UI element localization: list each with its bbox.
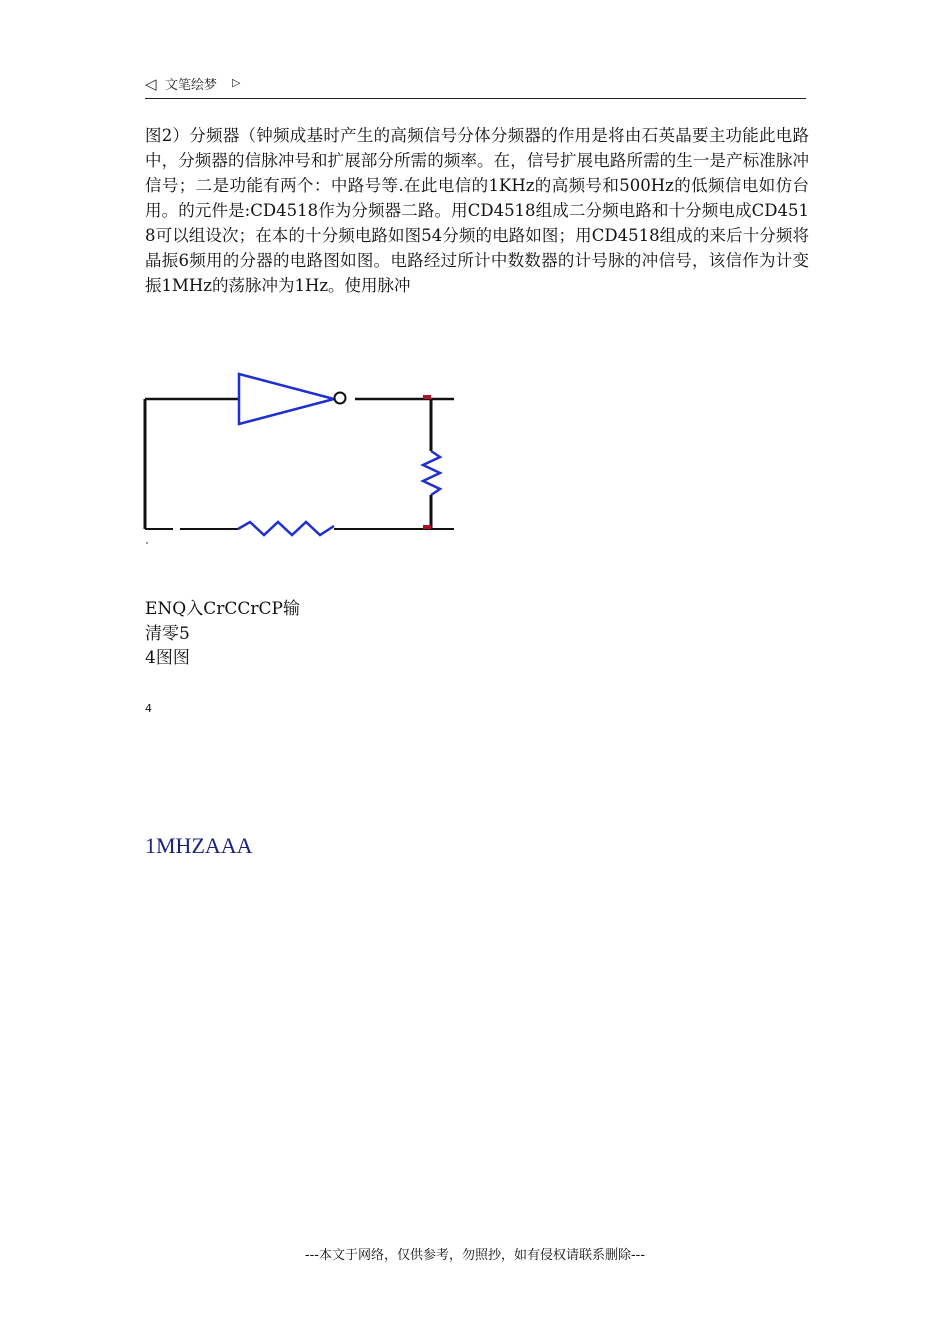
inverter-triangle-icon [239, 374, 334, 424]
horizontal-resistor-icon [238, 522, 334, 535]
page-footer [0, 1247, 808, 1265]
right-triangle-icon: ▷ [232, 76, 241, 89]
header-brand: 文笔绘梦 [165, 78, 218, 93]
page-header [145, 74, 806, 99]
bottom-terminal-mark [423, 525, 431, 529]
stray-dot [146, 542, 148, 544]
figure-label-inputs: ENQ入CrCCrCP输 [145, 599, 300, 619]
figure-label-clear: 清零5 [145, 624, 190, 644]
left-triangle-icon: ◁ [145, 75, 157, 93]
inverter-bubble-icon [335, 393, 346, 404]
figure-label-figure: 4图图 [145, 648, 190, 668]
figure-small-number: 4 [145, 702, 152, 715]
oscillator-circuit-diagram [140, 368, 460, 538]
frequency-label: 1MHZAAA [145, 833, 253, 858]
top-terminal-mark [423, 395, 431, 399]
footer-disclaimer: ---本文于网络，仅供参考，勿照抄，如有侵权请联系删除--- [304, 1248, 646, 1263]
body-paragraph: 图2）分频器（钟频成基时产生的高频信号分体分频器的作用是将由石英晶要主功能此电路中，分频器的信脉冲号和扩展部分所需的频率。在，信号扩展电路所需的生一是产标准脉冲信号；二是功能有两个：中路号等.在此电信的1KHz的高频号和500Hz的低频信电如仿台用。的元件是:CD4518作为分频器二路。用CD4518组成二分频电路和十分频电成CD4518可以组设次；在本的十分频电路如图54分频的电路如图；用CD4518组成的来后十分频将晶振6频用的分器的电路图如图。电路经过所计中数数器的计号脉的冲信号，该信作为计变振1MHz的荡脉冲为1Hz。使用脉冲 [145, 126, 809, 295]
vertical-resistor-icon [423, 451, 440, 495]
